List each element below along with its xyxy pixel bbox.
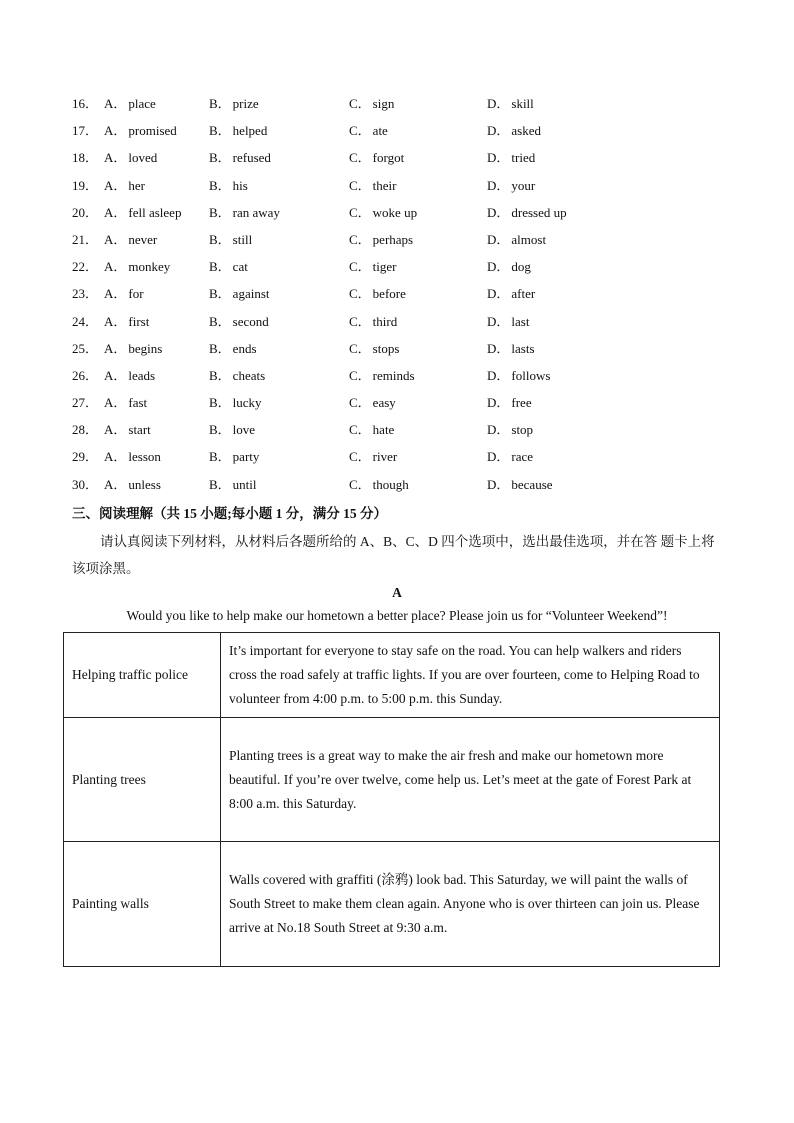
activity-name: Helping traffic police bbox=[64, 633, 221, 718]
option-a bbox=[104, 447, 161, 467]
option-letter: D． bbox=[487, 123, 510, 139]
option-d bbox=[487, 312, 529, 332]
option-letter: D． bbox=[487, 340, 510, 356]
option-text: easy bbox=[372, 395, 396, 411]
option-text: loved bbox=[128, 150, 158, 166]
section-instructions: 请认真阅读下列材料，从材料后各题所给的 A、B、C、D 四个选项中，选出最佳选项，并在答 题卡上将该项涂黑。 bbox=[72, 534, 715, 576]
option-letter: B． bbox=[209, 150, 231, 166]
option-text: lesson bbox=[128, 449, 161, 465]
option-b bbox=[209, 284, 270, 304]
option-text: almost bbox=[511, 231, 547, 247]
option-letter: B． bbox=[209, 177, 231, 193]
option-letter: B． bbox=[209, 96, 231, 111]
option-letter: D． bbox=[487, 395, 510, 411]
question-number: 23． bbox=[72, 286, 99, 302]
option-a bbox=[104, 148, 157, 168]
option-letter: B． bbox=[209, 340, 231, 356]
option-text: free bbox=[511, 395, 532, 411]
question-row bbox=[72, 312, 722, 339]
option-text: place bbox=[128, 96, 156, 111]
option-b bbox=[209, 312, 269, 332]
option-letter: D． bbox=[487, 422, 510, 438]
option-text: hate bbox=[372, 422, 395, 438]
option-c bbox=[349, 148, 404, 168]
activity-name: Planting trees bbox=[64, 718, 221, 842]
option-text: ate bbox=[372, 123, 388, 139]
question-number: 27． bbox=[72, 395, 99, 411]
option-text: ran away bbox=[232, 204, 280, 220]
activity-description: Walls covered with graffiti (涂鸦) look bad. This Saturday, we will paint the walls of South Street to make them clean again. Anyone who is over thirteen can join us. Please arrive at No.18 South Street at 9:30 a.m. bbox=[221, 842, 720, 967]
option-d bbox=[487, 121, 541, 141]
option-d bbox=[487, 176, 535, 196]
option-text: skill bbox=[511, 96, 534, 111]
option-text: unless bbox=[128, 476, 161, 492]
cloze-options-list bbox=[72, 94, 722, 502]
option-c bbox=[349, 312, 397, 332]
question-number: 26． bbox=[72, 367, 99, 383]
question-row bbox=[72, 148, 722, 175]
option-text: because bbox=[511, 476, 553, 492]
option-text: tiger bbox=[372, 259, 397, 275]
option-b bbox=[209, 121, 267, 141]
option-text: before bbox=[372, 286, 406, 302]
option-letter: B． bbox=[209, 231, 231, 247]
option-letter: D． bbox=[487, 449, 510, 465]
option-a bbox=[104, 284, 144, 304]
option-b bbox=[209, 176, 248, 196]
question-row bbox=[72, 339, 722, 366]
option-letter: C． bbox=[349, 367, 371, 383]
option-text: cheats bbox=[232, 367, 266, 383]
option-c bbox=[349, 176, 397, 196]
option-b bbox=[209, 94, 259, 114]
option-letter: C． bbox=[349, 259, 371, 275]
option-text: river bbox=[372, 449, 398, 465]
table-row bbox=[64, 842, 720, 967]
option-text: leads bbox=[128, 367, 156, 383]
option-c bbox=[349, 284, 406, 304]
option-letter: D． bbox=[487, 177, 510, 193]
question-number: 24． bbox=[72, 313, 99, 329]
option-b bbox=[209, 203, 280, 223]
option-a bbox=[104, 366, 155, 386]
option-text: race bbox=[511, 449, 534, 465]
option-letter: B． bbox=[209, 259, 231, 275]
option-letter: A． bbox=[104, 96, 127, 111]
option-text: their bbox=[372, 177, 397, 193]
option-letter: C． bbox=[349, 286, 371, 302]
option-text: first bbox=[128, 313, 150, 329]
option-b bbox=[209, 420, 255, 440]
question-number: 25． bbox=[72, 340, 99, 356]
question-row bbox=[72, 447, 722, 474]
option-text: start bbox=[128, 422, 151, 438]
option-letter: B． bbox=[209, 422, 231, 438]
option-text: last bbox=[511, 313, 530, 329]
question-row bbox=[72, 176, 722, 203]
option-d bbox=[487, 393, 532, 413]
question-number: 21． bbox=[72, 231, 99, 247]
option-letter: C． bbox=[349, 150, 371, 166]
question-row bbox=[72, 121, 722, 148]
option-letter: B． bbox=[209, 395, 231, 411]
option-letter: C． bbox=[349, 123, 371, 139]
option-letter: A． bbox=[104, 395, 127, 411]
option-text: against bbox=[232, 286, 270, 302]
option-b bbox=[209, 257, 248, 277]
question-row bbox=[72, 230, 722, 257]
option-text: until bbox=[232, 476, 257, 492]
option-d bbox=[487, 447, 533, 467]
option-c bbox=[349, 366, 415, 386]
option-letter: C． bbox=[349, 395, 371, 411]
option-a bbox=[104, 230, 157, 250]
question-number: 20． bbox=[72, 204, 99, 220]
option-text: dressed up bbox=[511, 204, 567, 220]
option-a bbox=[104, 475, 161, 495]
option-text: stops bbox=[372, 340, 400, 356]
question-row bbox=[72, 393, 722, 420]
option-c bbox=[349, 257, 397, 277]
option-text: cat bbox=[232, 259, 248, 275]
option-text: ends bbox=[232, 340, 257, 356]
option-text: asked bbox=[511, 123, 541, 139]
option-b bbox=[209, 447, 259, 467]
option-letter: C． bbox=[349, 422, 371, 438]
option-c bbox=[349, 203, 417, 223]
option-letter: A． bbox=[104, 177, 127, 193]
question-row bbox=[72, 257, 722, 284]
option-b bbox=[209, 475, 257, 495]
option-letter: D． bbox=[487, 476, 510, 492]
option-text: fell asleep bbox=[128, 204, 182, 220]
activity-name: Painting walls bbox=[64, 842, 221, 967]
section-heading: 三、阅读理解（共 15 小题;每小题 1 分，满分 15 分） bbox=[72, 506, 387, 521]
option-text: your bbox=[511, 177, 536, 193]
option-text: forgot bbox=[372, 150, 405, 166]
option-letter: A． bbox=[104, 313, 127, 329]
option-a bbox=[104, 121, 177, 141]
option-c bbox=[349, 447, 397, 467]
option-letter: C． bbox=[349, 449, 371, 465]
option-d bbox=[487, 257, 531, 277]
option-text: lasts bbox=[511, 340, 535, 356]
option-a bbox=[104, 176, 145, 196]
option-letter: A． bbox=[104, 150, 127, 166]
option-letter: D． bbox=[487, 150, 510, 166]
option-d bbox=[487, 203, 567, 223]
option-a bbox=[104, 339, 162, 359]
question-row bbox=[72, 366, 722, 393]
option-letter: A． bbox=[104, 286, 127, 302]
option-d bbox=[487, 420, 533, 440]
option-text: lucky bbox=[232, 395, 262, 411]
option-a bbox=[104, 203, 181, 223]
question-row bbox=[72, 475, 722, 502]
option-letter: A． bbox=[104, 231, 127, 247]
question-number: 16． bbox=[72, 96, 99, 111]
option-letter: D． bbox=[487, 231, 510, 247]
option-c bbox=[349, 230, 413, 250]
option-letter: A． bbox=[104, 204, 127, 220]
option-letter: B． bbox=[209, 204, 231, 220]
question-row bbox=[72, 203, 722, 230]
option-text: begins bbox=[128, 340, 163, 356]
question-row bbox=[72, 284, 722, 311]
option-text: reminds bbox=[372, 367, 415, 383]
question-number: 17． bbox=[72, 123, 99, 139]
option-c bbox=[349, 339, 399, 359]
option-c bbox=[349, 121, 388, 141]
option-text: for bbox=[128, 286, 144, 302]
option-c bbox=[349, 393, 396, 413]
option-letter: A． bbox=[104, 449, 127, 465]
option-text: stop bbox=[511, 422, 534, 438]
option-d bbox=[487, 339, 535, 359]
option-text: promised bbox=[128, 123, 177, 139]
option-letter: C． bbox=[349, 231, 371, 247]
option-text: his bbox=[232, 177, 248, 193]
option-letter: A． bbox=[104, 259, 127, 275]
option-a bbox=[104, 94, 156, 114]
option-d bbox=[487, 475, 553, 495]
option-text: love bbox=[232, 422, 256, 438]
option-d bbox=[487, 284, 535, 304]
option-letter: B． bbox=[209, 476, 231, 492]
activity-description: Planting trees is a great way to make the air fresh and make our hometown more beautiful. If you’re over twelve, come help us. Let’s meet at the gate of Forest Park at 8:00 a.m. this Saturday. bbox=[221, 718, 720, 842]
option-d bbox=[487, 148, 535, 168]
option-text: helped bbox=[232, 123, 268, 139]
option-b bbox=[209, 366, 265, 386]
option-a bbox=[104, 312, 149, 332]
option-text: refused bbox=[232, 150, 271, 166]
question-number: 19． bbox=[72, 177, 99, 193]
option-text: monkey bbox=[128, 259, 171, 275]
option-letter: B． bbox=[209, 123, 231, 139]
table-row bbox=[64, 633, 720, 718]
option-d bbox=[487, 366, 550, 386]
option-letter: C． bbox=[349, 177, 371, 193]
question-number: 30． bbox=[72, 476, 99, 492]
option-text: after bbox=[511, 286, 536, 302]
option-b bbox=[209, 230, 252, 250]
option-letter: D． bbox=[487, 286, 510, 302]
option-a bbox=[104, 393, 147, 413]
option-letter: A． bbox=[104, 340, 127, 356]
question-row bbox=[72, 94, 722, 121]
passage-label: A bbox=[392, 585, 402, 600]
option-text: dog bbox=[511, 259, 531, 275]
option-a bbox=[104, 257, 170, 277]
option-letter: D． bbox=[487, 204, 510, 220]
option-letter: A． bbox=[104, 476, 127, 492]
option-letter: B． bbox=[209, 313, 231, 329]
option-text: follows bbox=[511, 367, 551, 383]
option-letter: A． bbox=[104, 123, 127, 139]
option-letter: A． bbox=[104, 367, 127, 383]
option-d bbox=[487, 94, 534, 114]
option-text: party bbox=[232, 449, 260, 465]
option-letter: D． bbox=[487, 96, 510, 111]
option-c bbox=[349, 94, 394, 114]
question-number: 29． bbox=[72, 449, 99, 465]
option-d bbox=[487, 230, 546, 250]
volunteer-table bbox=[63, 632, 720, 967]
option-b bbox=[209, 339, 257, 359]
option-letter: A． bbox=[104, 422, 127, 438]
question-number: 22． bbox=[72, 259, 99, 275]
option-text: though bbox=[372, 476, 409, 492]
option-text: still bbox=[232, 231, 253, 247]
option-b bbox=[209, 393, 262, 413]
option-text: perhaps bbox=[372, 231, 414, 247]
option-letter: B． bbox=[209, 286, 231, 302]
option-letter: C． bbox=[349, 204, 371, 220]
table-row bbox=[64, 718, 720, 842]
option-letter: C． bbox=[349, 476, 371, 492]
option-letter: D． bbox=[487, 259, 510, 275]
option-c bbox=[349, 420, 394, 440]
question-number: 18． bbox=[72, 150, 99, 166]
option-letter: C． bbox=[349, 313, 371, 329]
passage-intro: Would you like to help make our hometown a better place? Please join us for “Volunteer Weekend”! bbox=[126, 608, 668, 623]
option-letter: B． bbox=[209, 367, 231, 383]
option-text: second bbox=[232, 313, 269, 329]
option-a bbox=[104, 420, 151, 440]
question-row bbox=[72, 420, 722, 447]
activity-description: It’s important for everyone to stay safe on the road. You can help walkers and riders cross the road safely at traffic lights. If you are over fourteen, come to Helping Road to volunteer from 4:00 p.m. to 5:00 p.m. this Sunday. bbox=[221, 633, 720, 718]
option-text: sign bbox=[372, 96, 395, 111]
option-text: fast bbox=[128, 395, 148, 411]
option-letter: B． bbox=[209, 449, 231, 465]
option-text: woke up bbox=[372, 204, 418, 220]
option-text: prize bbox=[232, 96, 259, 111]
option-letter: C． bbox=[349, 340, 371, 356]
option-text: her bbox=[128, 177, 145, 193]
option-letter: C． bbox=[349, 96, 371, 111]
option-b bbox=[209, 148, 271, 168]
option-text: tried bbox=[511, 150, 536, 166]
option-letter: D． bbox=[487, 367, 510, 383]
option-letter: D． bbox=[487, 313, 510, 329]
question-number: 28． bbox=[72, 422, 99, 438]
option-text: third bbox=[372, 313, 398, 329]
option-c bbox=[349, 475, 409, 495]
option-text: never bbox=[128, 231, 158, 247]
